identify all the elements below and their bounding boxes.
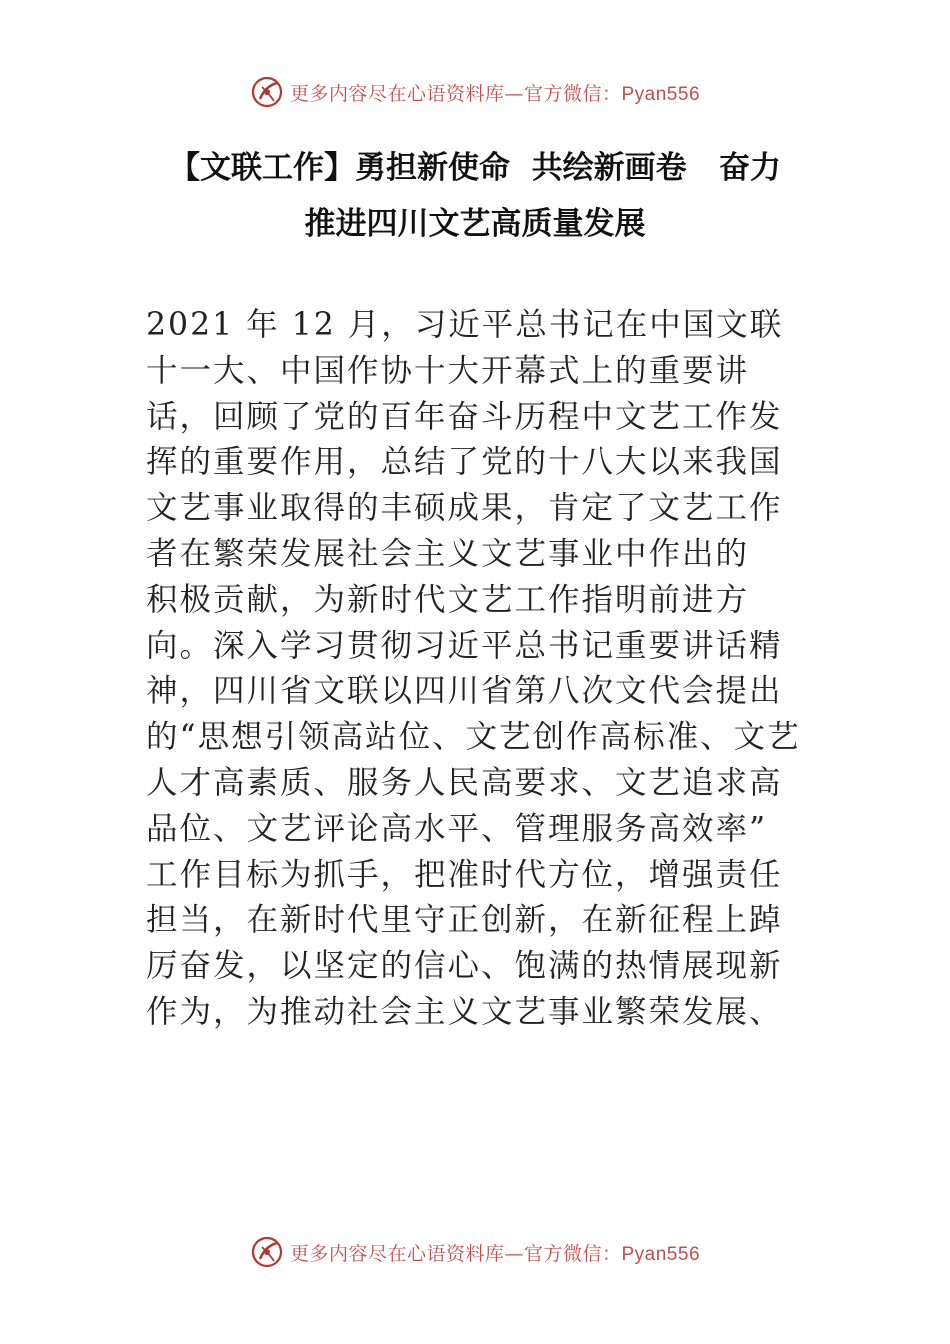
- body-line: 作为，为推动社会主义文艺事业繁荣发展、: [146, 993, 783, 1030]
- body-line: 品位、文艺评论高水平、管理服务高效率”: [146, 810, 768, 847]
- watermark-site: 更多内容尽在心语资料库: [289, 1242, 505, 1265]
- document-title: [110, 140, 840, 252]
- body-line: 者在繁荣发展社会主义文艺事业中作出的: [146, 535, 750, 572]
- watermark-dash: —: [504, 82, 524, 105]
- title-line-2: 推进四川文艺高质量发展: [304, 206, 646, 242]
- body-line: 神，四川省文联以四川省第八次文代会提出: [146, 673, 783, 710]
- watermark-wechat-label: 官方微信：: [523, 1242, 622, 1265]
- body-line: 向。深入学习贯彻习近平总书记重要讲话精: [146, 627, 783, 664]
- body-line: 文艺事业取得的丰硕成果，肯定了文艺工作: [146, 490, 783, 527]
- body-line: 十一大、中国作协十大开幕式上的重要讲: [146, 352, 750, 389]
- body-line: 话，回顾了党的百年奋斗历程中文艺工作发: [146, 398, 783, 435]
- body-line: 工作目标为抓手，把准时代方位，增强责任: [146, 856, 783, 893]
- watermark-text: [290, 1239, 700, 1266]
- title-line-1: 【文联工作】勇担新使命 共绘新画卷 奋力: [169, 150, 781, 186]
- body-line: 的“思想引领高站位、文艺创作高标准、文艺: [146, 719, 801, 756]
- body-line: 厉奋发，以坚定的信心、饱满的热情展现新: [146, 948, 783, 985]
- watermark-site: 更多内容尽在心语资料库: [289, 82, 505, 105]
- body-line: 挥的重要作用，总结了党的十八大以来我国: [146, 444, 783, 481]
- document-body: [146, 303, 810, 1036]
- watermark-wechat-id: Pyan556: [621, 1243, 701, 1265]
- watermark-wechat-label: 官方微信：: [523, 82, 622, 105]
- body-line: 担当，在新时代里守正创新，在新征程上踔: [146, 902, 783, 939]
- stamp-logo-icon: [250, 75, 284, 109]
- watermark-text: [290, 79, 700, 106]
- watermark-wechat-id: Pyan556: [621, 83, 701, 105]
- watermark-dash: —: [504, 1242, 524, 1265]
- body-line: 积极贡献，为新时代文艺工作指明前进方: [146, 581, 750, 618]
- header-watermark: [0, 72, 950, 112]
- footer-watermark: [0, 1232, 950, 1272]
- body-line: 人才高素质、服务人民高要求、文艺追求高: [146, 764, 783, 801]
- body-line: 2021 年 12 月，习近平总书记在中国文联: [146, 307, 784, 343]
- stamp-logo-icon: [250, 1235, 284, 1269]
